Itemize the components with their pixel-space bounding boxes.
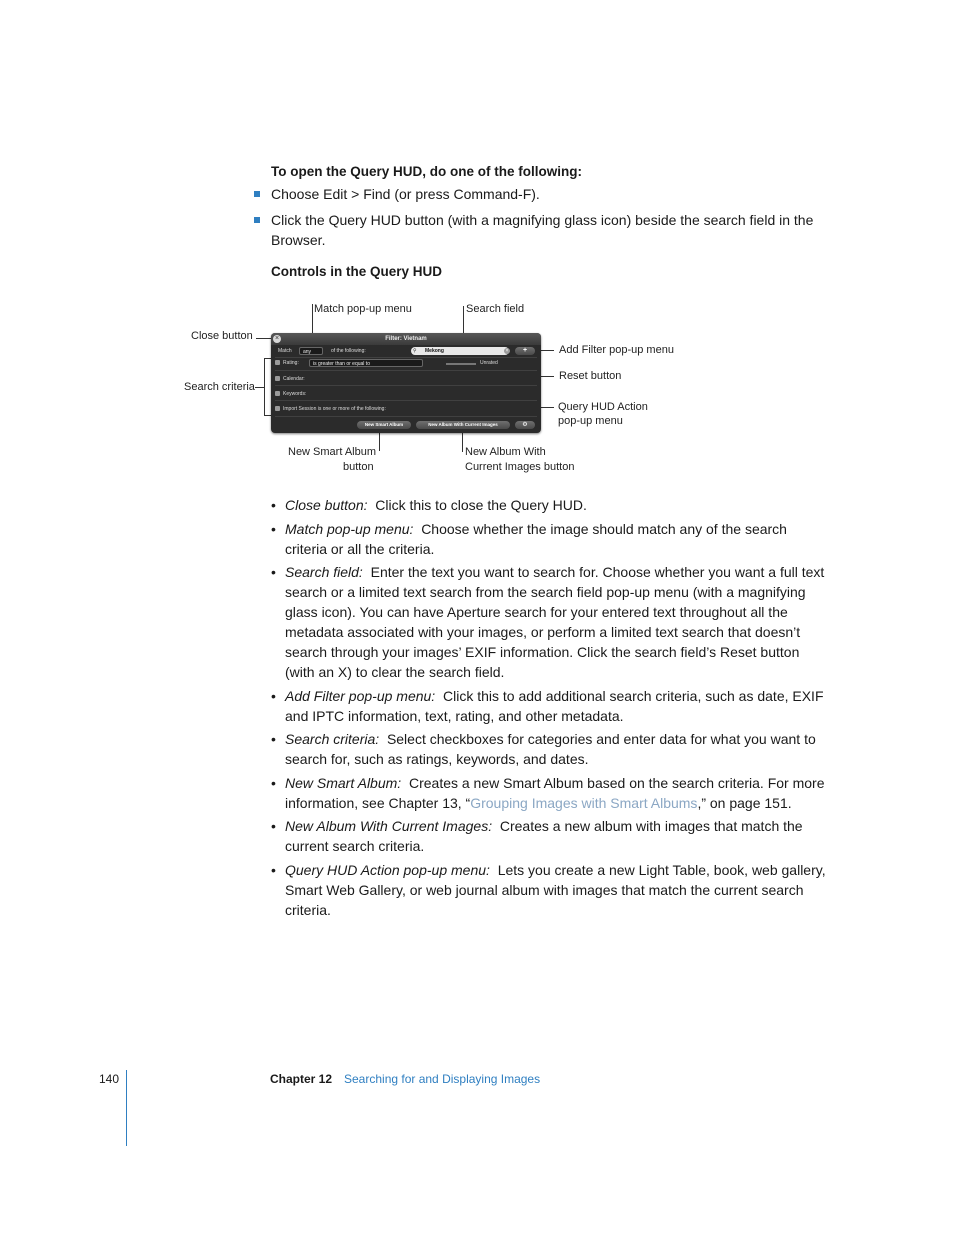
- new-album-with-current-images-button[interactable]: New Album With Current Images: [416, 421, 510, 429]
- description: Click this to close the Query HUD.: [375, 497, 587, 513]
- footer-rule: [126, 1070, 127, 1146]
- step-2: Click the Query HUD button (with a magnifying glass icon) beside the search field in the Browser.: [271, 212, 814, 248]
- description: Enter the text you want to search for. Choose whether you want a full text search or a limited text search from the search field pop-up menu (with a magnifying glass icon). You can have Aperture search for your entered text throughout all the metadata associated with your images, or perform a limited text search that doesn’t search through your images’ EXIF information. Click the search field’s Reset button (with an X) to clear the search field.: [285, 564, 825, 680]
- import-session-checkbox[interactable]: [275, 406, 280, 411]
- separator: [275, 385, 537, 386]
- list-item: [271, 519, 831, 559]
- bracket-line: [264, 358, 271, 359]
- rating-label: Rating:: [283, 360, 299, 366]
- term: Query HUD Action pop-up menu:: [285, 861, 490, 878]
- procedure-heading: To open the Query HUD, do one of the following:: [271, 164, 582, 179]
- list-item: [271, 562, 831, 682]
- hud-titlebar: [271, 333, 541, 345]
- description: Creates a new Smart Album based on the search criteria. For more information, see Chapter 13, “: [285, 774, 825, 811]
- leader-line: [255, 387, 264, 388]
- callout-new-album-line2: Current Images button: [465, 461, 575, 473]
- term: New Album With Current Images:: [285, 818, 493, 834]
- callout-action-line2: pop-up menu: [558, 415, 623, 427]
- term: Close button:: [285, 497, 368, 513]
- term: Search field:: [285, 564, 363, 580]
- square-bullet-icon: [254, 217, 260, 223]
- list-item: [271, 729, 831, 769]
- rating-operator-popup[interactable]: is greater than or equal to: [309, 359, 423, 367]
- callout-add-filter: Add Filter pop-up menu: [559, 344, 674, 356]
- callout-new-smart-line2: button: [343, 461, 374, 473]
- keywords-checkbox[interactable]: [275, 391, 280, 396]
- term: Search criteria:: [285, 731, 380, 747]
- bracket-line: [264, 358, 265, 416]
- callout-search-criteria: Search criteria: [184, 381, 255, 393]
- leader-line: [379, 430, 380, 451]
- list-item: [271, 773, 831, 813]
- new-smart-album-button[interactable]: New Smart Album: [357, 421, 411, 429]
- query-hud: [271, 333, 541, 433]
- rating-value: Unrated: [480, 360, 498, 366]
- following-label: of the following:: [331, 348, 366, 354]
- term: Add Filter pop-up menu:: [285, 687, 436, 704]
- term: Match pop-up menu:: [285, 520, 414, 537]
- callout-new-album-line1: New Album With: [465, 446, 546, 458]
- reset-icon[interactable]: ×: [505, 348, 509, 354]
- separator: [275, 400, 537, 401]
- description: Select checkboxes for categories and enter data for what you want to search for, such as ratings, keywords, and dates.: [285, 731, 816, 767]
- list-item: [271, 686, 831, 726]
- list-item: [271, 816, 831, 856]
- callout-action-line1: Query HUD Action: [558, 401, 648, 413]
- section-heading: Controls in the Query HUD: [271, 264, 443, 279]
- square-bullet-icon: [254, 191, 260, 197]
- calendar-label: Calendar:: [283, 376, 305, 382]
- bullet-icon: •: [271, 564, 276, 580]
- match-label: Match: [278, 348, 292, 354]
- callout-reset-button: Reset button: [559, 370, 622, 382]
- list-item: [271, 860, 831, 920]
- separator: [275, 370, 537, 371]
- match-popup[interactable]: any: [299, 347, 323, 355]
- bullet-icon: •: [271, 818, 276, 834]
- import-session-label: Import Session is one or more of the following:: [283, 406, 386, 412]
- bullet-icon: •: [271, 520, 276, 537]
- bullet-icon: •: [271, 731, 276, 747]
- bullet-icon: •: [271, 497, 276, 513]
- callout-match-popup: Match pop-up menu: [314, 303, 412, 315]
- close-icon[interactable]: ×: [274, 335, 280, 342]
- bullet-icon: •: [271, 774, 276, 791]
- term: New Smart Album:: [285, 774, 402, 791]
- footer-chapter-title: Searching for and Displaying Images: [344, 1072, 541, 1086]
- list-item: [271, 495, 831, 515]
- rating-slider[interactable]: [446, 363, 476, 365]
- search-value: Mekong: [425, 348, 444, 354]
- hud-title: Filter: Vietnam: [385, 336, 427, 342]
- separator: [275, 357, 537, 358]
- search-field[interactable]: [411, 347, 509, 355]
- callout-search-field: Search field: [466, 303, 525, 315]
- bullet-icon: •: [271, 861, 276, 878]
- gear-icon[interactable]: ⚙: [515, 421, 535, 429]
- description: Choose whether the image should match any of the search criteria or all the criteria.: [285, 520, 787, 557]
- control-descriptions: [271, 495, 831, 923]
- callout-new-smart-line1: New Smart Album: [288, 446, 377, 458]
- step-1: Choose Edit > Find (or press Command-F).: [271, 186, 540, 202]
- magnifying-glass-icon[interactable]: ⚲: [413, 348, 417, 354]
- keywords-label: Keywords:: [283, 391, 307, 397]
- calendar-checkbox[interactable]: [275, 376, 280, 381]
- callout-close-button: Close button: [191, 330, 253, 342]
- rating-checkbox[interactable]: [275, 360, 280, 365]
- leader-line: [462, 430, 463, 452]
- bracket-line: [264, 415, 271, 416]
- separator: [275, 416, 537, 417]
- description: ,” on page 151.: [697, 794, 792, 811]
- page-number: 140: [99, 1072, 120, 1086]
- bullet-icon: •: [271, 687, 276, 704]
- add-filter-button[interactable]: +: [515, 347, 535, 355]
- chapter-link[interactable]: Grouping Images with Smart Albums: [470, 794, 698, 811]
- description: Lets you create a new Light Table, book, web gallery, Smart Web Gallery, or web journal album with images that match the current search criteria.: [285, 861, 826, 918]
- footer-chapter: Chapter 12: [270, 1072, 333, 1086]
- description: Creates a new album with images that match the current search criteria.: [285, 818, 803, 854]
- description: Click this to add additional search criteria, such as date, EXIF and IPTC information, text, rating, and other metadata.: [285, 687, 824, 724]
